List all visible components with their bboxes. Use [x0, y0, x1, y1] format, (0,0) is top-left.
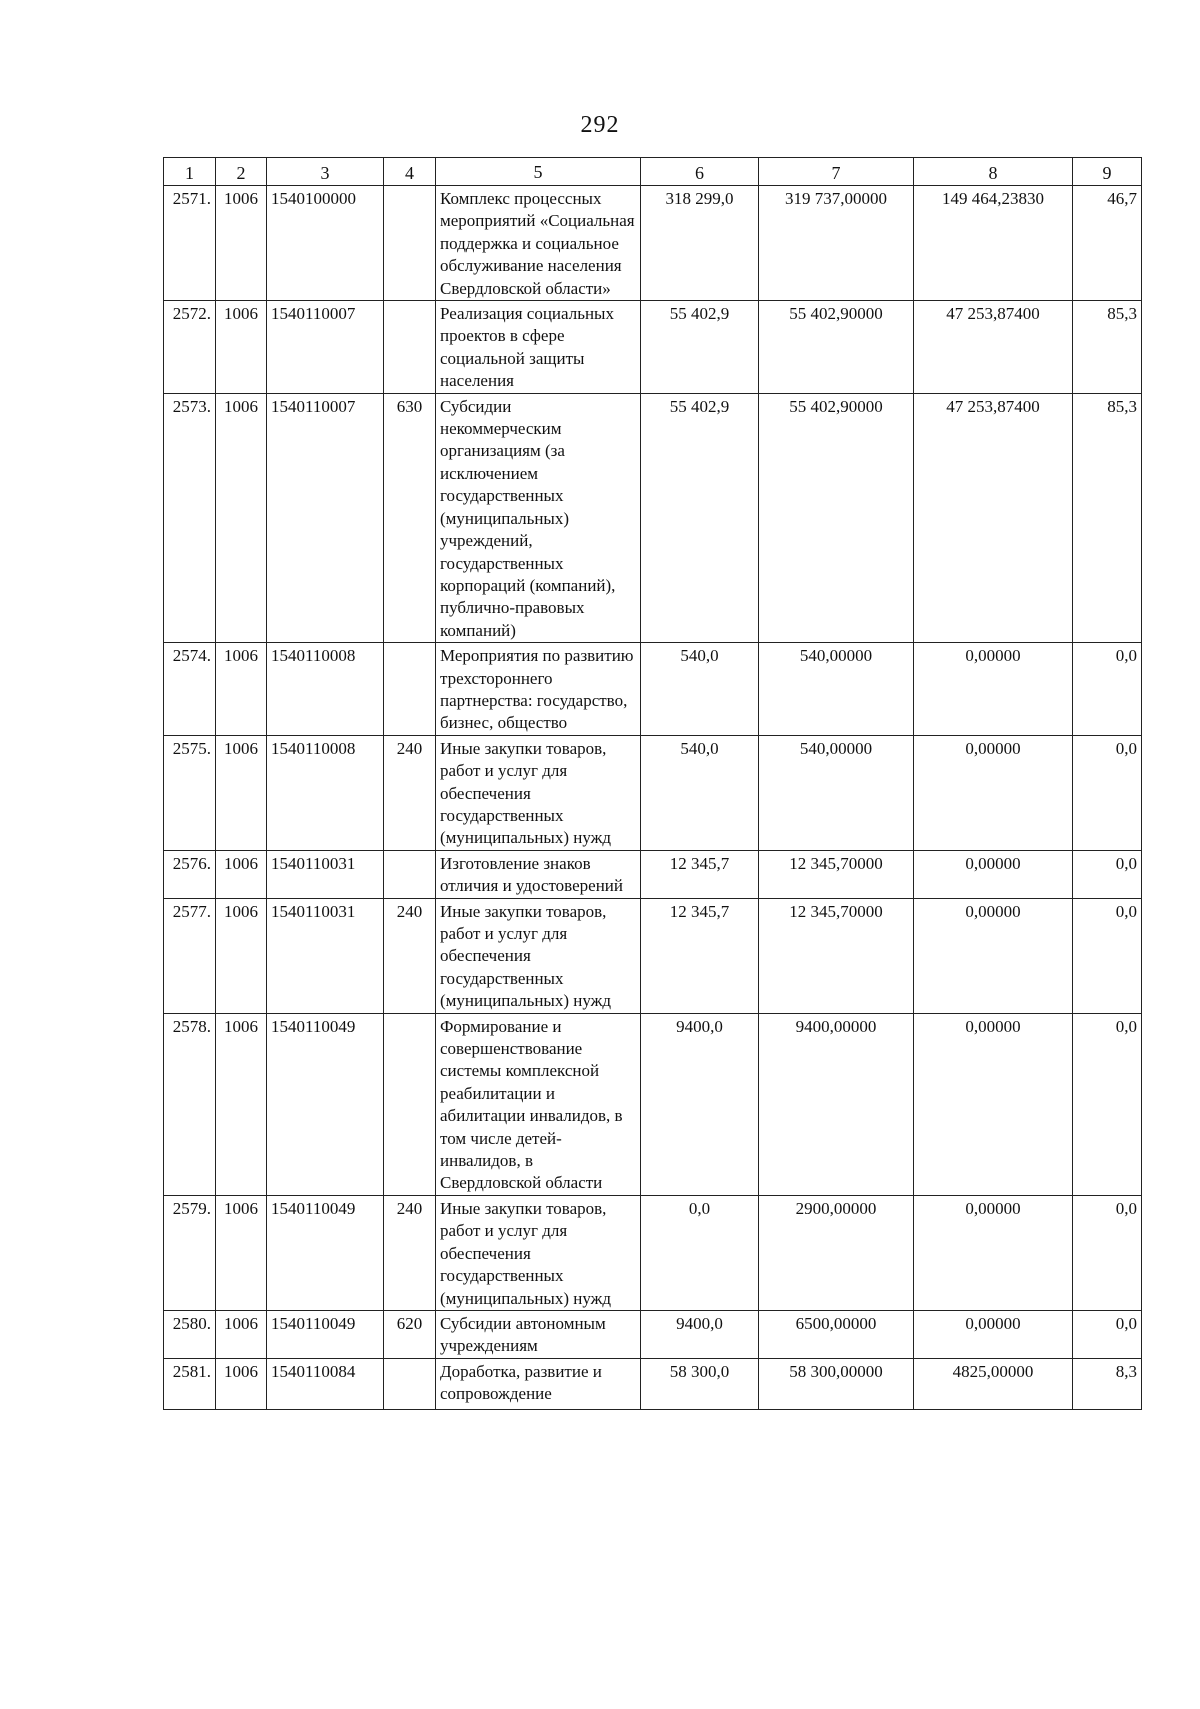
planned-amount: 12 345,7	[641, 850, 759, 898]
item-name: Иные закупки товаров, работ и услуг для обеспечения государственных (муниципальных) нужд	[436, 1195, 641, 1310]
planned-amount: 318 299,0	[641, 186, 759, 301]
column-header: 9	[1073, 158, 1142, 186]
executed-amount: 0,00000	[914, 850, 1073, 898]
target-article-code: 1540110007	[267, 301, 384, 394]
item-name: Реализация социальных проектов в сфере социальной защиты населения	[436, 301, 641, 394]
section-code: 1006	[216, 850, 267, 898]
expense-type-code: 620	[384, 1310, 436, 1358]
target-article-code: 1540110031	[267, 898, 384, 1013]
expense-type-code: 240	[384, 1195, 436, 1310]
planned-amount: 540,0	[641, 643, 759, 736]
executed-amount: 0,00000	[914, 735, 1073, 850]
row-number: 2575.	[164, 735, 216, 850]
section-code: 1006	[216, 898, 267, 1013]
planned-amount: 540,0	[641, 735, 759, 850]
execution-percent: 0,0	[1073, 850, 1142, 898]
approved-amount: 540,00000	[759, 643, 914, 736]
expense-type-code	[384, 186, 436, 301]
item-name: Доработка, развитие и сопровождение	[436, 1358, 641, 1409]
execution-percent: 0,0	[1073, 1013, 1142, 1195]
row-number: 2576.	[164, 850, 216, 898]
item-name: Мероприятия по развитию трехстороннего партнерства: государство, бизнес, общество	[436, 643, 641, 736]
item-name: Комплекс процессных мероприятий «Социальная поддержка и социальное обслуживание населения Свердловской области»	[436, 186, 641, 301]
header-row	[164, 158, 1142, 186]
planned-amount: 55 402,9	[641, 393, 759, 642]
target-article-code: 1540110008	[267, 643, 384, 736]
target-article-code: 1540110031	[267, 850, 384, 898]
column-header: 5	[436, 158, 641, 186]
execution-percent: 0,0	[1073, 735, 1142, 850]
executed-amount: 0,00000	[914, 643, 1073, 736]
planned-amount: 55 402,9	[641, 301, 759, 394]
approved-amount: 55 402,90000	[759, 301, 914, 394]
expense-type-code	[384, 643, 436, 736]
planned-amount: 0,0	[641, 1195, 759, 1310]
expense-type-code	[384, 1013, 436, 1195]
section-code: 1006	[216, 643, 267, 736]
target-article-code: 1540110084	[267, 1358, 384, 1409]
column-header: 4	[384, 158, 436, 186]
page-number: 292	[580, 112, 620, 138]
executed-amount: 0,00000	[914, 1310, 1073, 1358]
table-row	[164, 1310, 1142, 1358]
section-code: 1006	[216, 1358, 267, 1409]
row-number: 2581.	[164, 1358, 216, 1409]
item-name: Субсидии некоммерческим организациям (за исключением государственных (муниципальных) учреждений, государственных корпораций (компаний), публично-правовых компаний)	[436, 393, 641, 642]
section-code: 1006	[216, 1195, 267, 1310]
executed-amount: 149 464,23830	[914, 186, 1073, 301]
item-name: Изготовление знаков отличия и удостоверений	[436, 850, 641, 898]
column-header: 6	[641, 158, 759, 186]
execution-percent: 46,7	[1073, 186, 1142, 301]
row-number: 2573.	[164, 393, 216, 642]
executed-amount: 47 253,87400	[914, 301, 1073, 394]
table-row	[164, 898, 1142, 1013]
target-article-code: 1540110007	[267, 393, 384, 642]
planned-amount: 58 300,0	[641, 1358, 759, 1409]
planned-amount: 12 345,7	[641, 898, 759, 1013]
executed-amount: 0,00000	[914, 1013, 1073, 1195]
expense-type-code	[384, 301, 436, 394]
row-number: 2571.	[164, 186, 216, 301]
row-number: 2572.	[164, 301, 216, 394]
planned-amount: 9400,0	[641, 1013, 759, 1195]
approved-amount: 540,00000	[759, 735, 914, 850]
approved-amount: 12 345,70000	[759, 898, 914, 1013]
item-name: Иные закупки товаров, работ и услуг для обеспечения государственных (муниципальных) нужд	[436, 898, 641, 1013]
row-number: 2574.	[164, 643, 216, 736]
section-code: 1006	[216, 186, 267, 301]
expense-type-code	[384, 850, 436, 898]
approved-amount: 319 737,00000	[759, 186, 914, 301]
section-code: 1006	[216, 735, 267, 850]
target-article-code: 1540110008	[267, 735, 384, 850]
section-code: 1006	[216, 1013, 267, 1195]
table-row	[164, 186, 1142, 301]
approved-amount: 2900,00000	[759, 1195, 914, 1310]
row-number: 2578.	[164, 1013, 216, 1195]
table-row	[164, 643, 1142, 736]
target-article-code: 1540110049	[267, 1310, 384, 1358]
approved-amount: 58 300,00000	[759, 1358, 914, 1409]
approved-amount: 55 402,90000	[759, 393, 914, 642]
expense-type-code: 630	[384, 393, 436, 642]
execution-percent: 0,0	[1073, 643, 1142, 736]
column-header: 2	[216, 158, 267, 186]
expense-type-code	[384, 1358, 436, 1409]
executed-amount: 0,00000	[914, 898, 1073, 1013]
row-number: 2580.	[164, 1310, 216, 1358]
item-name: Иные закупки товаров, работ и услуг для обеспечения государственных (муниципальных) нужд	[436, 735, 641, 850]
column-header: 3	[267, 158, 384, 186]
execution-percent: 0,0	[1073, 1195, 1142, 1310]
approved-amount: 6500,00000	[759, 1310, 914, 1358]
column-header: 1	[164, 158, 216, 186]
table-row	[164, 735, 1142, 850]
table-row	[164, 393, 1142, 642]
table-row	[164, 1195, 1142, 1310]
row-number: 2577.	[164, 898, 216, 1013]
column-header: 8	[914, 158, 1073, 186]
approved-amount: 12 345,70000	[759, 850, 914, 898]
expense-type-code: 240	[384, 898, 436, 1013]
executed-amount: 4825,00000	[914, 1358, 1073, 1409]
table-row	[164, 850, 1142, 898]
column-header: 7	[759, 158, 914, 186]
execution-percent: 0,0	[1073, 1310, 1142, 1358]
table-row	[164, 1358, 1142, 1409]
section-code: 1006	[216, 1310, 267, 1358]
item-name: Формирование и совершенствование системы комплексной реабилитации и абилитации инвалидов, в том числе детей-инвалидов, в Свердловской области	[436, 1013, 641, 1195]
section-code: 1006	[216, 301, 267, 394]
execution-percent: 85,3	[1073, 301, 1142, 394]
row-number: 2579.	[164, 1195, 216, 1310]
target-article-code: 1540100000	[267, 186, 384, 301]
executed-amount: 47 253,87400	[914, 393, 1073, 642]
table-row	[164, 1013, 1142, 1195]
section-code: 1006	[216, 393, 267, 642]
executed-amount: 0,00000	[914, 1195, 1073, 1310]
execution-percent: 8,3	[1073, 1358, 1142, 1409]
item-name: Субсидии автономным учреждениям	[436, 1310, 641, 1358]
budget-table	[163, 157, 1142, 1410]
target-article-code: 1540110049	[267, 1013, 384, 1195]
execution-percent: 0,0	[1073, 898, 1142, 1013]
execution-percent: 85,3	[1073, 393, 1142, 642]
planned-amount: 9400,0	[641, 1310, 759, 1358]
table-row	[164, 301, 1142, 394]
target-article-code: 1540110049	[267, 1195, 384, 1310]
approved-amount: 9400,00000	[759, 1013, 914, 1195]
expense-type-code: 240	[384, 735, 436, 850]
